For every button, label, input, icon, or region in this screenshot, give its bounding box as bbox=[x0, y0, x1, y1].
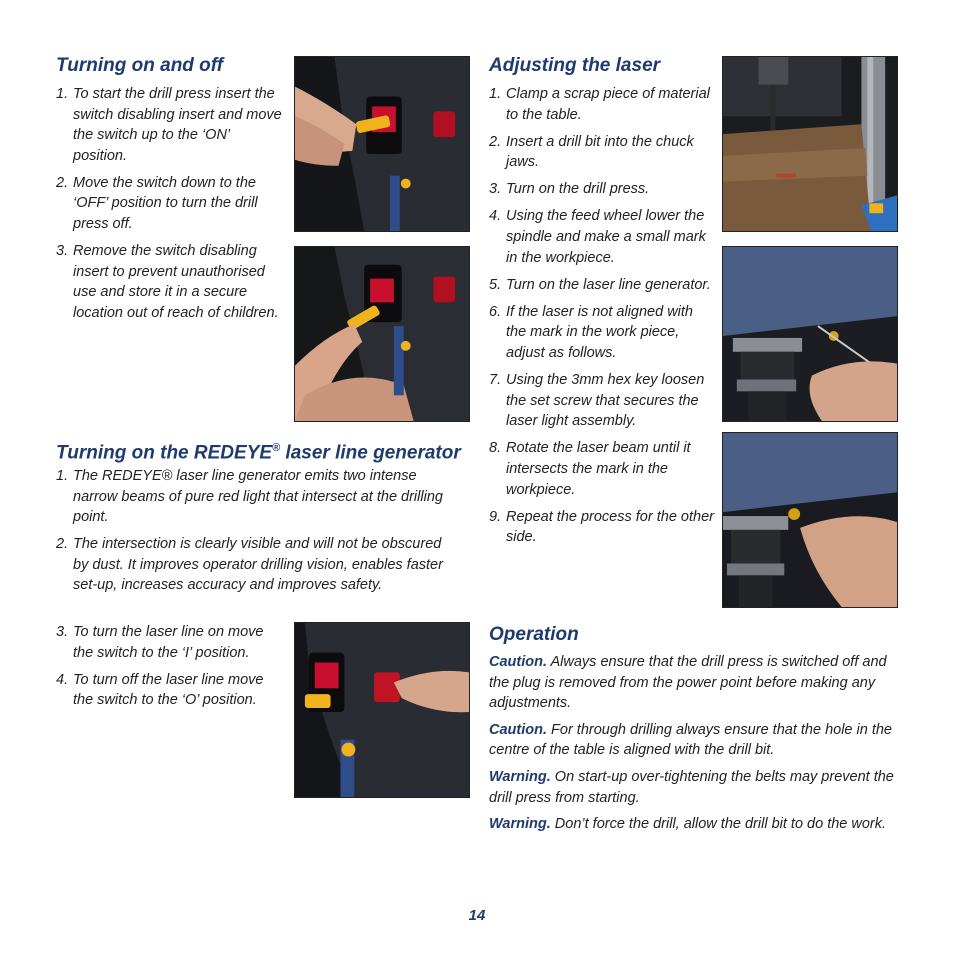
list-item: 6. If the laser is not aligned with the mark in the work piece, adjust as follows. bbox=[489, 303, 693, 362]
list-item: 5. Turn on the laser line generator. bbox=[489, 276, 711, 293]
operation-note: Caution. Always ensure that the drill press is switched off and the plug is removed from the power point before making any adjustments. bbox=[489, 654, 887, 712]
on-off-steps bbox=[56, 84, 286, 330]
list-item: 4. Using the feed wheel lower the spindle and make a small mark in the workpiece. bbox=[489, 208, 706, 266]
list-item: 1. The REDEYE® laser line generator emits two intense narrow beams of pure red light that intersect at the drilling point. bbox=[56, 468, 443, 526]
photo-laser-switch bbox=[294, 622, 470, 798]
heading-operation: Operation bbox=[489, 624, 579, 645]
redeye-steps bbox=[56, 466, 451, 603]
list-item: 8. Rotate the laser beam until it intersects the mark in the workpiece. bbox=[489, 440, 691, 498]
list-item: 1. To start the drill press insert the switch disabling insert and move the switch up to the ‘ON’ position. bbox=[56, 86, 282, 164]
photo-drill-workpiece bbox=[722, 56, 898, 232]
list-item: 2. Insert a drill bit into the chuck jaws. bbox=[489, 133, 694, 171]
operation-note: Warning. Don’t force the drill, allow the drill bit to do the work. bbox=[489, 816, 887, 833]
operation-note: Warning. On start-up over-tightening the belts may prevent the drill press from starting. bbox=[489, 768, 894, 806]
list-item: 3. Turn on the drill press. bbox=[489, 181, 650, 198]
list-item: 3. Remove the switch disabling insert to prevent unauthorised use and store it in a secure location out of reach of children. bbox=[56, 243, 279, 321]
photo-hex-key bbox=[722, 246, 898, 422]
operation-notes bbox=[489, 652, 894, 841]
photo-remove-insert bbox=[294, 246, 470, 422]
page-number: 14 bbox=[468, 907, 486, 924]
list-item: 4. To turn off the laser line move the switch to the ‘O’ position. bbox=[56, 671, 264, 709]
heading-adjusting-laser: Adjusting the laser bbox=[489, 55, 661, 76]
list-item: 9. Repeat the process for the other side. bbox=[489, 508, 714, 546]
redeye-switch-steps bbox=[56, 622, 276, 717]
heading-redeye: Turning on the REDEYE® laser line generator bbox=[56, 442, 461, 464]
operation-note: Caution. For through drilling always ensure that the hole in the centre of the table is aligned with the drill bit. bbox=[489, 721, 892, 759]
list-item: 1. Clamp a scrap piece of material to the table. bbox=[489, 86, 710, 123]
list-item: 2. The intersection is clearly visible and will not be obscured by dust. It improves operator drilling vision, enables faster set-up, increases accuracy and improves safety. bbox=[56, 536, 443, 594]
photo-set-screw bbox=[722, 432, 898, 608]
list-item: 7. Using the 3mm hex key loosen the set screw that secures the laser light assembly. bbox=[489, 372, 705, 430]
list-item: 2. Move the switch down to the ‘OFF’ position to turn the drill press off. bbox=[56, 174, 258, 233]
list-item: 3. To turn the laser line on move the switch to the ‘I’ position. bbox=[56, 624, 264, 661]
laser-steps bbox=[489, 84, 714, 554]
photo-switch-on bbox=[294, 56, 470, 232]
heading-turning-on-off: Turning on and off bbox=[56, 55, 224, 76]
